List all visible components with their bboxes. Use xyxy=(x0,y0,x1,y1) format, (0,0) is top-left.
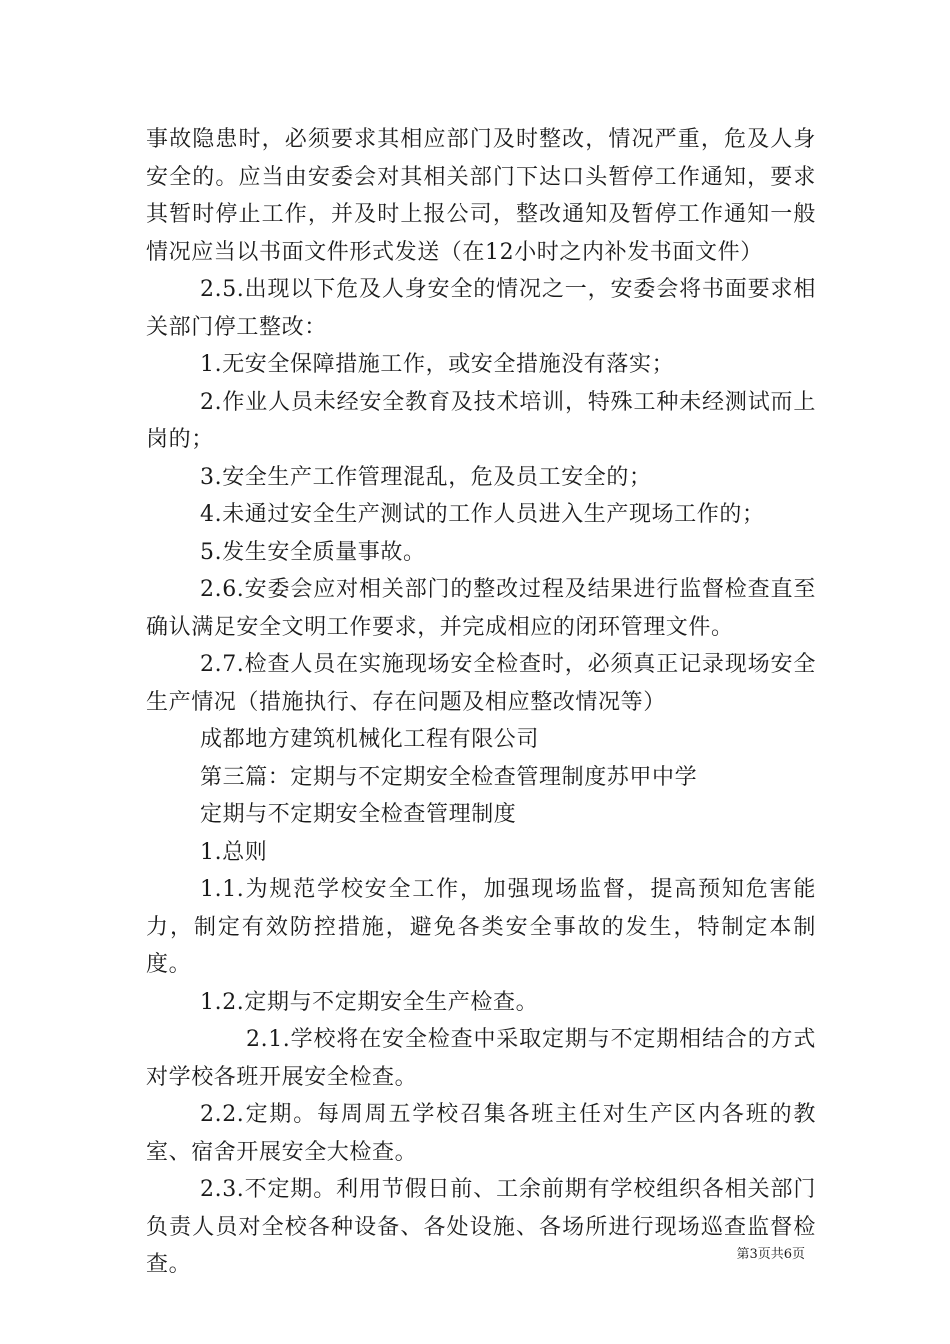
paragraph-2-2: 2.2.定期。每周周五学校召集各班主任对生产区内各班的教室、宿舍开展安全大检查。 xyxy=(146,1102,816,1165)
company-name: 成都地方建筑机械化工程有限公司 xyxy=(200,727,540,752)
list-item-5: 5.发生安全质量事故。 xyxy=(200,539,426,565)
paragraph-2-7: 2.7.检查人员在实施现场安全检查时，必须真正记录现场安全生产情况（措施执行、存在问题及相应整改情况等） xyxy=(146,652,816,715)
page-number: 第3页共6页 xyxy=(736,1247,805,1262)
document-body xyxy=(146,121,816,1284)
paragraph-2-1: 2.1.学校将在安全检查中采取定期与不定期相结合的方式对学校各班开展安全检查。 xyxy=(146,1027,816,1090)
paragraph-1-2: 1.2.定期与不定期安全生产检查。 xyxy=(200,989,539,1015)
paragraph-continued-accident: 事故隐患时，必须要求其相应部门及时整改，情况严重，危及人身安全的。应当由安委会对其相关部门下达口头暂停工作通知，要求其暂时停止工作，并及时上报公司，整改通知及暂停工作通知一般情况应当以书面文件形式发送（在12小时之内补发书面文件） xyxy=(146,127,816,265)
list-item-2: 2.作业人员未经安全教育及技术培训，特殊工种未经测试而上岗的； xyxy=(146,389,816,452)
section-title: 第三篇：定期与不定期安全检查管理制度苏甲中学 xyxy=(200,764,698,790)
list-item-4: 4.未通过安全生产测试的工作人员进入生产现场工作的； xyxy=(200,502,765,527)
paragraph-1-1: 1.1.为规范学校安全工作，加强现场监督，提高预知危害能力，制定有效防控措施，避免各类安全事故的发生，特制定本制度。 xyxy=(146,877,816,977)
list-item-1: 1.无安全保障措施工作，或安全措施没有落实； xyxy=(200,352,675,377)
paragraph-2-6: 2.6.安委会应对相关部门的整改过程及结果进行监督检查直至确认满足安全文明工作要求，并完成相应的闭环管理文件。 xyxy=(146,577,816,640)
document-title: 定期与不定期安全检查管理制度 xyxy=(200,802,517,827)
paragraph-2-5: 2.5.出现以下危及人身安全的情况之一，安委会将书面要求相关部门停工整改： xyxy=(146,277,816,340)
list-item-3: 3.安全生产工作管理混乱，危及员工安全的； xyxy=(200,464,652,490)
paragraph-2-3: 2.3.不定期。利用节假日前、工余前期有学校组织各相关部门负责人员对全校各种设备、各处设施、各场所进行现场巡查监督检查。 xyxy=(146,1177,816,1277)
heading-general: 1.总则 xyxy=(200,839,268,865)
